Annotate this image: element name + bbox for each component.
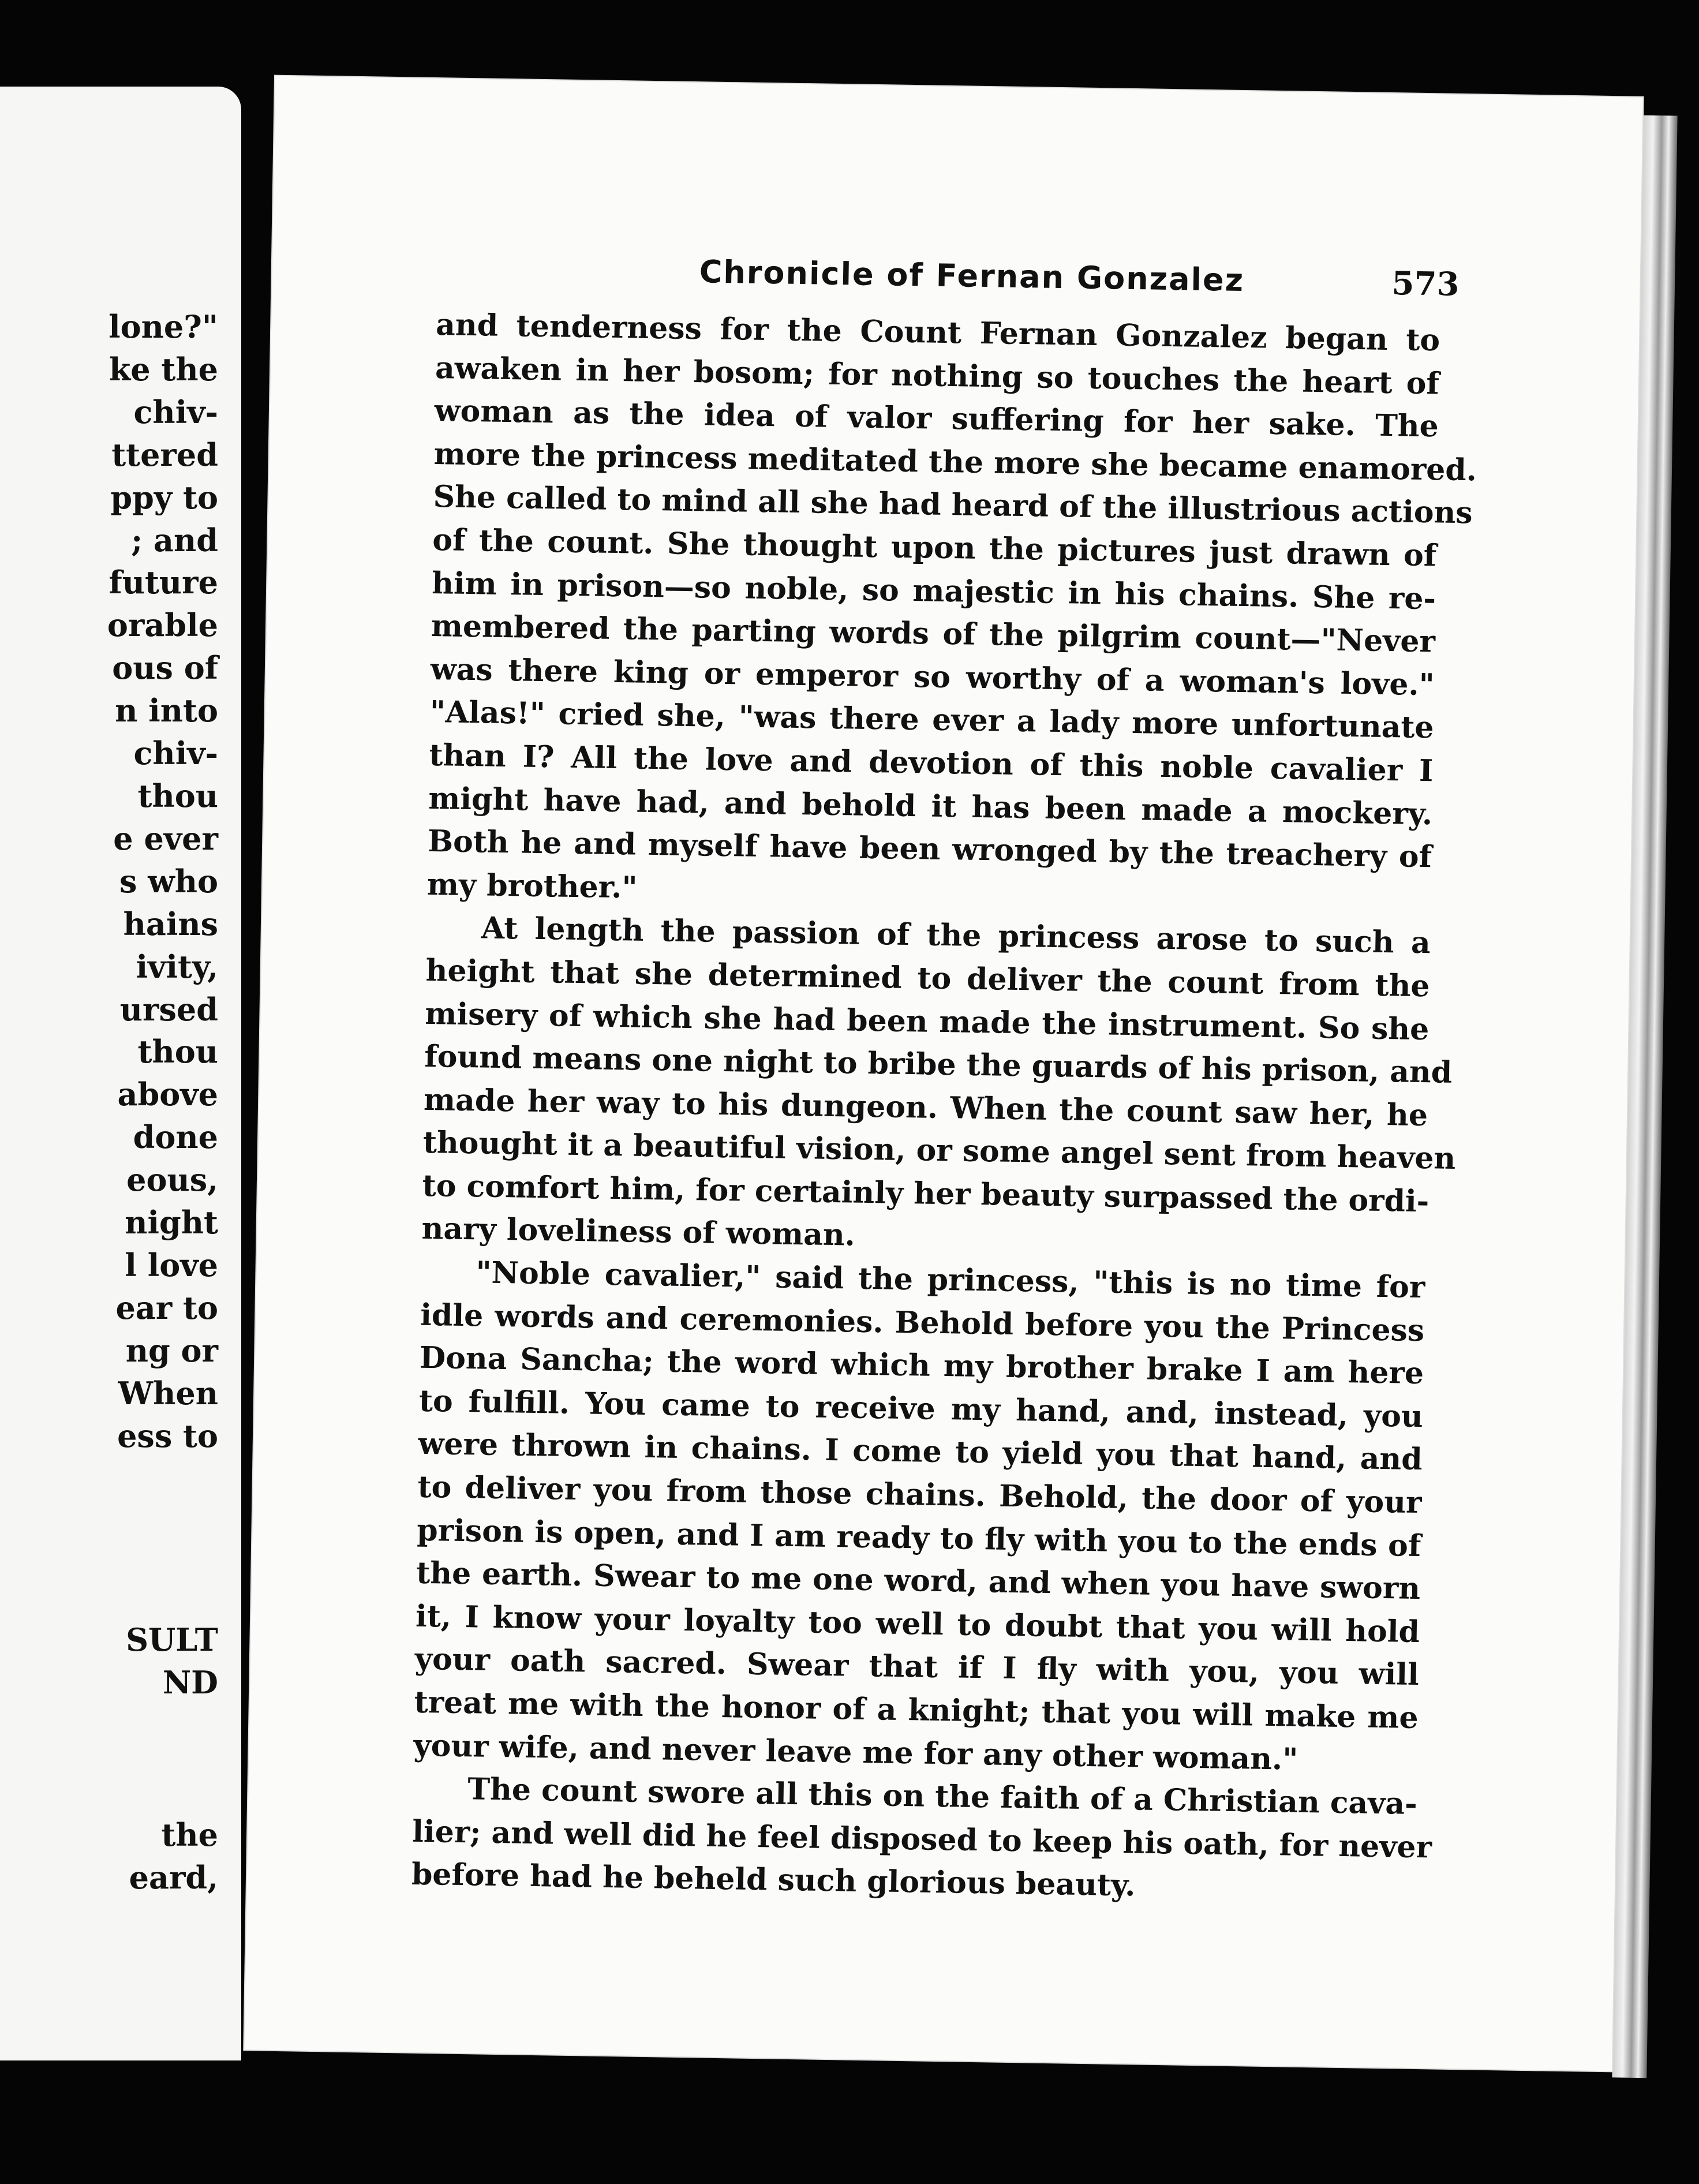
paragraph bbox=[421, 906, 1456, 1266]
paragraph bbox=[413, 1251, 1425, 1783]
body-text bbox=[411, 304, 1477, 1912]
text-line: the earth. Swear to me one word, and when you have sworn bbox=[416, 1555, 1421, 1607]
text-line: "Alas!" cried she, "was there ever a lady more unfortunate bbox=[429, 694, 1434, 746]
text-line: to deliver you from those chains. Behold, the door of your bbox=[417, 1469, 1422, 1521]
text-line: idle words and ceremonies. Behold before you the Princess bbox=[420, 1297, 1425, 1348]
facing-page-line: hains bbox=[123, 905, 218, 943]
text-line: found means one night to bribe the guards of his prison, and bbox=[424, 1038, 1453, 1090]
facing-page-line: ear to bbox=[115, 1289, 218, 1326]
facing-page-line: When bbox=[118, 1374, 218, 1412]
text-line: and tenderness for the Count Fernan Gonzalez began to bbox=[435, 307, 1440, 358]
facing-page-line: ivity, bbox=[136, 948, 218, 985]
text-line: nary loveliness of woman. bbox=[421, 1211, 856, 1254]
facing-page-text bbox=[107, 306, 218, 1899]
text-line: were thrown in chains. I come to yield you that hand, and bbox=[418, 1426, 1423, 1478]
facing-page-line: ous of bbox=[112, 649, 218, 687]
facing-page-line: thou bbox=[137, 1033, 218, 1071]
facing-page-line: ppy to bbox=[110, 478, 218, 516]
text-line: my brother." bbox=[426, 866, 638, 906]
text-line: was there king or emperor so worthy of a woman's love." bbox=[430, 651, 1435, 703]
facing-page-line: future bbox=[108, 564, 218, 601]
text-line: to comfort him, for certainly her beauty surpassed the ordi- bbox=[422, 1168, 1429, 1220]
text-line: might have had, and behold it has been made a mockery. bbox=[428, 780, 1433, 832]
running-head: Chronicle of Fernan Gonzalez bbox=[699, 253, 1245, 299]
facing-page-line: eard, bbox=[129, 1859, 218, 1897]
text-line: At length the passion of the princess arose to such a bbox=[481, 910, 1431, 961]
text-line: before had he beheld such glorious beauty. bbox=[411, 1857, 1136, 1903]
facing-page-line: above bbox=[117, 1076, 218, 1113]
facing-page-line: n into bbox=[115, 692, 218, 730]
facing-page bbox=[0, 87, 241, 2060]
facing-page-line: ursed bbox=[119, 990, 218, 1028]
text-line: it, I know your loyalty too well to doubt that you will hold bbox=[415, 1598, 1420, 1650]
facing-page-line: l love bbox=[125, 1246, 218, 1284]
text-line: your wife, and never leave me for any other woman." bbox=[413, 1727, 1298, 1777]
text-line: made her way to his dungeon. When the count saw her, he bbox=[423, 1082, 1428, 1133]
text-line: Dona Sancha; the word which my brother brake I am here bbox=[419, 1340, 1424, 1392]
paragraph bbox=[411, 1767, 1432, 1912]
facing-page-line: ttered bbox=[111, 436, 218, 473]
facing-page-line: s who bbox=[119, 862, 218, 900]
facing-page-line: ke the bbox=[108, 350, 218, 388]
text-line: treat me with the honor of a knight; that you will make me bbox=[414, 1684, 1419, 1736]
facing-page-line: done bbox=[133, 1119, 218, 1156]
facing-page-line: lone?" bbox=[108, 308, 218, 345]
facing-page-line: ng or bbox=[125, 1332, 218, 1369]
facing-page-line: chiv- bbox=[133, 735, 218, 772]
text-line: more the princess meditated the more she became enamored. bbox=[433, 436, 1477, 488]
facing-page-line: e ever bbox=[113, 820, 218, 857]
text-line: thought it a beautiful vision, or some angel sent from heaven bbox=[422, 1125, 1456, 1177]
facing-page-line: chiv- bbox=[133, 393, 218, 431]
facing-page-line: orable bbox=[107, 607, 218, 644]
text-line: your oath sacred. Swear that if I fly with you, you will bbox=[414, 1641, 1420, 1693]
text-line: prison is open, and I am ready to fly with you to the ends of bbox=[416, 1512, 1421, 1564]
text-line: Both he and myself have been wronged by the treachery of bbox=[427, 824, 1432, 875]
facing-page-line: SULT bbox=[126, 1621, 218, 1659]
text-line: "Noble cavalier," said the princess, "this is no time for bbox=[476, 1255, 1425, 1306]
facing-page-line: eous, bbox=[126, 1161, 218, 1199]
text-line: misery of which she had been made the instrument. So she bbox=[425, 996, 1429, 1047]
facing-page-line: ; and bbox=[131, 521, 218, 559]
facing-page-line: ND bbox=[162, 1664, 218, 1701]
facing-page-line: thou bbox=[137, 777, 218, 814]
text-line: The count swore all this on the faith of a Christian cava- bbox=[467, 1771, 1418, 1822]
facing-page-line: ess to bbox=[117, 1417, 218, 1454]
text-line: awaken in her bosom; for nothing so touches the heart of bbox=[435, 350, 1440, 401]
facing-page-line: night bbox=[125, 1204, 218, 1241]
text-line: height that she determined to deliver the count from the bbox=[425, 952, 1430, 1004]
text-line: lier; and well did he feel disposed to keep his oath, for never bbox=[411, 1813, 1432, 1865]
text-line: woman as the idea of valor suffering for her sake. The bbox=[434, 393, 1439, 444]
text-line: him in prison—so noble, so majestic in his chains. She re- bbox=[431, 565, 1436, 616]
text-line: of the count. She thought upon the pictures just drawn of bbox=[432, 522, 1437, 574]
facing-page-line: the bbox=[161, 1816, 218, 1854]
paragraph bbox=[426, 304, 1477, 922]
text-line: membered the parting words of the pilgrim count—"Never bbox=[431, 608, 1436, 660]
text-line: to fulfill. You came to receive my hand, and, instead, you bbox=[418, 1383, 1424, 1434]
book-page bbox=[244, 76, 1642, 2071]
page-number: 573 bbox=[1391, 264, 1460, 304]
text-line: than I? All the love and devotion of this noble cavalier I bbox=[429, 737, 1434, 789]
text-line: She called to mind all she had heard of the illustrious actions bbox=[433, 479, 1473, 531]
